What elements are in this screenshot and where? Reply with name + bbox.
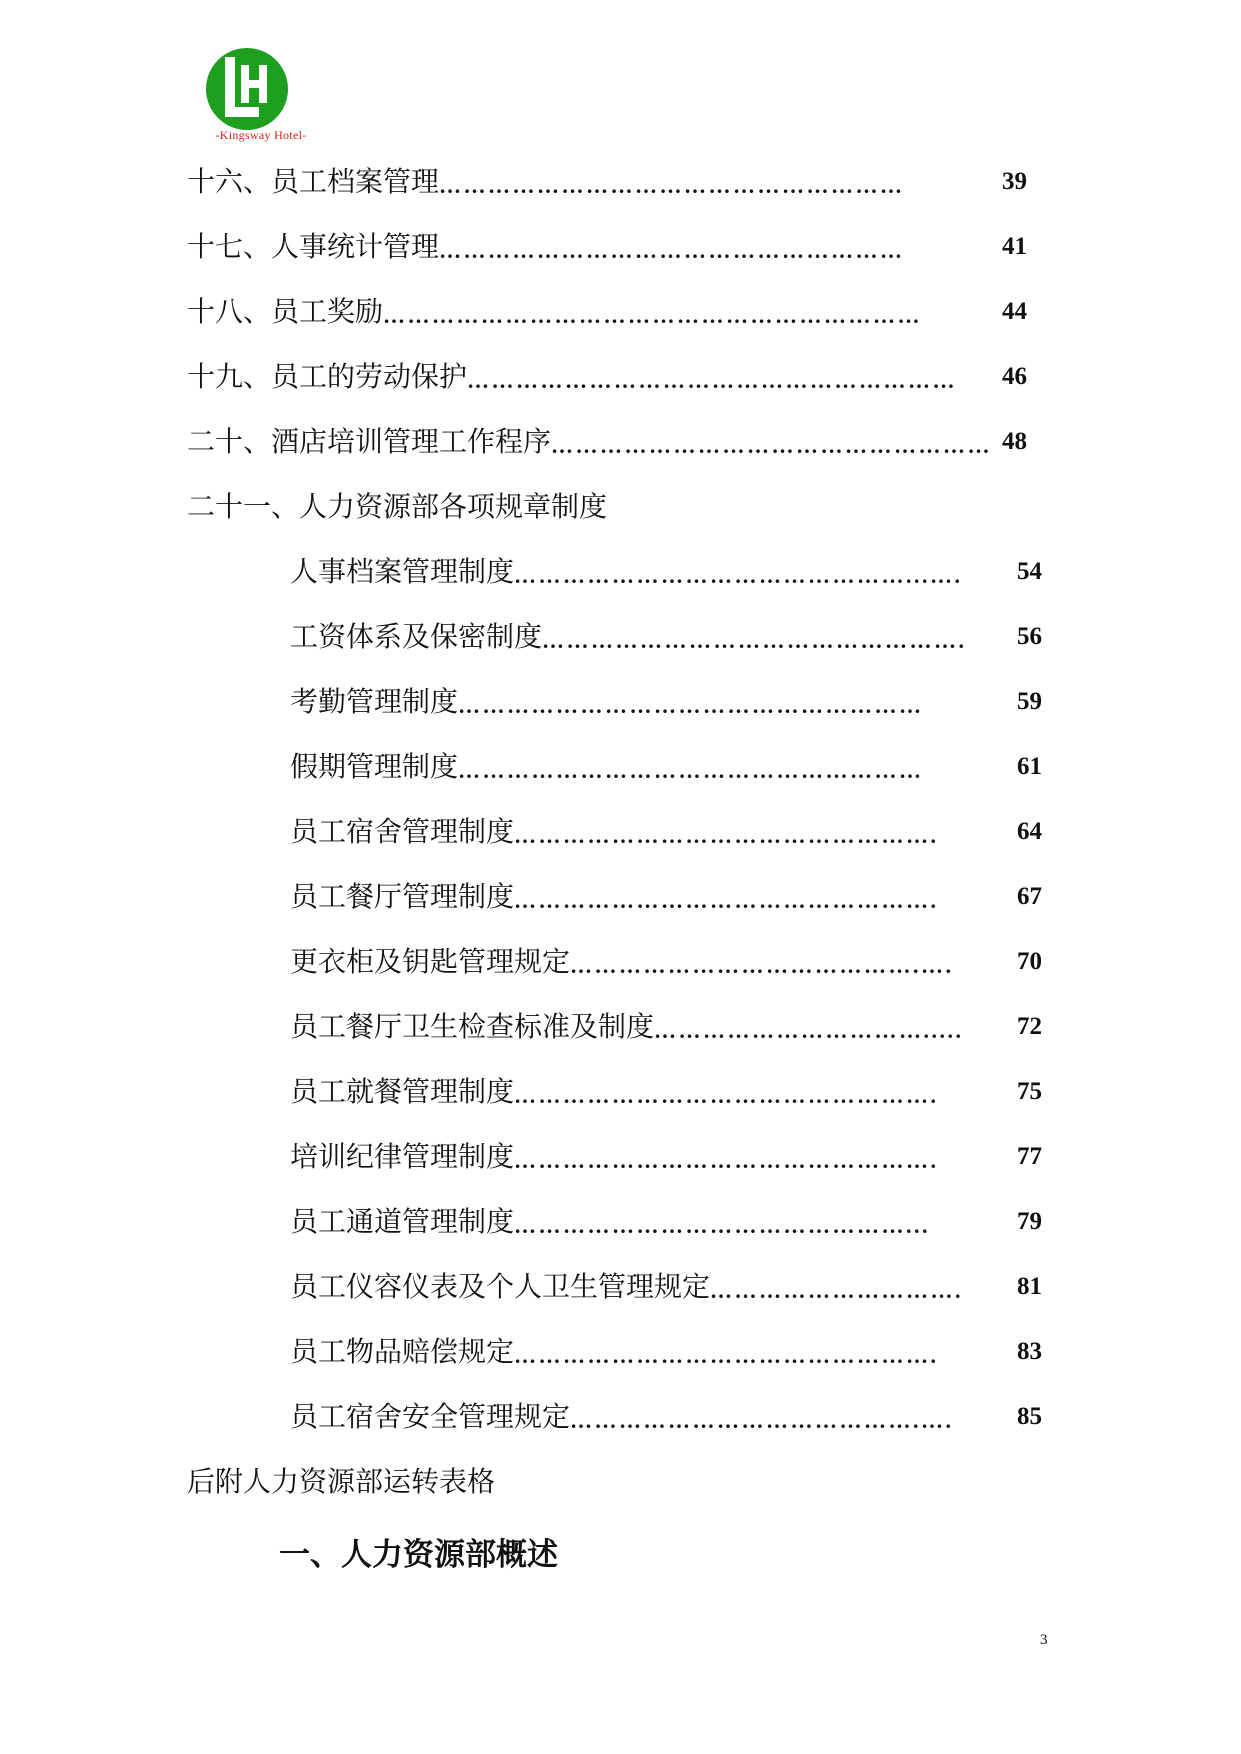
toc-entry-page: 70 [1017, 948, 1042, 975]
toc-entry-label: 十九、员工的劳动保护 [187, 360, 468, 393]
toc-leader: ……………………………………………. [514, 823, 939, 848]
toc-entry-label: 员工餐厅管理制度 [290, 880, 515, 913]
toc-entry-page: 77 [1017, 1143, 1042, 1170]
toc-sub-entry[interactable] [290, 1332, 1042, 1372]
toc-entry-label: 考勤管理制度 [290, 685, 459, 718]
page-number: 3 [1040, 1632, 1048, 1648]
toc-leader: ………………………………………………… [439, 173, 905, 198]
toc-leader: ……………………………………………. [514, 1148, 939, 1173]
toc-sub-entry[interactable] [290, 1007, 1042, 1047]
toc-leader: …………………………………………...…. [514, 563, 963, 588]
toc-entry-label: 员工宿舍管理制度 [290, 815, 515, 848]
toc-leader: …………………………………………………… [467, 368, 958, 393]
toc-entry-page: 44 [1002, 298, 1027, 325]
toc-entry-page: 56 [1017, 623, 1042, 650]
toc-sub-entry[interactable] [290, 1072, 1042, 1112]
toc-entry-page: 59 [1017, 688, 1042, 715]
logo-text: -Kingsway Hotel- [215, 128, 307, 142]
toc-sub-entry[interactable] [290, 617, 1042, 657]
toc-entry-page: 83 [1017, 1338, 1042, 1365]
toc-sub-entry[interactable] [290, 812, 1042, 852]
toc-sub-entry[interactable] [290, 942, 1042, 982]
toc-entry-page: 67 [1017, 883, 1042, 910]
toc-group-heading[interactable]: 二十一、人力资源部各项规章制度 [187, 490, 608, 523]
toc-entry-page: 75 [1017, 1078, 1042, 1105]
toc-leader: ………………………………………………… [439, 238, 905, 263]
toc-leader: …………………………. [710, 1278, 964, 1303]
toc-leader: ……………………………………………. [514, 1343, 939, 1368]
toc-sub-entry[interactable] [290, 1267, 1042, 1307]
toc-entry-label: 十六、员工档案管理 [187, 165, 440, 198]
toc-appendix[interactable]: 后附人力资源部运转表格 [187, 1465, 496, 1498]
toc-entry-label: 员工宿舍安全管理规定 [290, 1400, 571, 1433]
toc-entry[interactable] [187, 357, 1027, 397]
toc-sub-entry[interactable] [290, 1202, 1042, 1242]
toc-entry-page: 48 [1002, 428, 1027, 455]
toc-entry-label: 二十、酒店培训管理工作程序 [187, 425, 552, 458]
toc-entry[interactable] [187, 227, 1027, 267]
toc-leader: …………………………………….…. [570, 953, 954, 978]
toc-leader: ………………………………………………… [458, 758, 924, 783]
toc-entry-label: 员工就餐管理制度 [290, 1075, 515, 1108]
toc-entry-label: 培训纪律管理制度 [290, 1140, 515, 1173]
section-title: 一、人力资源部概述 [279, 1537, 558, 1573]
toc-leader: ……………………………………………. [514, 888, 939, 913]
toc-entry[interactable] [187, 422, 1027, 462]
toc-leader: ………………………………………………………… [383, 303, 923, 328]
toc-entry-label: 员工仪容仪表及个人卫生管理规定 [290, 1270, 711, 1303]
toc-entry-label: 工资体系及保密制度 [290, 620, 543, 653]
toc-entry-page: 85 [1017, 1403, 1042, 1430]
toc-entry-page: 72 [1017, 1013, 1042, 1040]
toc-entry-label: 人事档案管理制度 [290, 555, 515, 588]
toc-entry[interactable] [187, 162, 1027, 202]
toc-entry-label: 员工通道管理制度 [290, 1205, 515, 1238]
toc-entry[interactable] [187, 292, 1027, 332]
toc-leader: ……………………………………………… [551, 433, 993, 458]
toc-entry-label: 十七、人事统计管理 [187, 230, 440, 263]
toc-entry-page: 81 [1017, 1273, 1042, 1300]
toc-entry-label: 员工餐厅卫生检查标准及制度 [290, 1010, 655, 1043]
toc-entry-page: 79 [1017, 1208, 1042, 1235]
toc-leader: ………………………………………………… [458, 693, 924, 718]
toc-sub-entry[interactable] [290, 552, 1042, 592]
toc-entry-page: 39 [1002, 168, 1027, 195]
toc-sub-entry[interactable] [290, 877, 1042, 917]
toc-leader: …………………………………….…. [570, 1408, 954, 1433]
toc-leader: …………………………………………... [514, 1213, 931, 1238]
toc-leader: ……………………………..... [654, 1018, 964, 1043]
toc-entry-page: 46 [1002, 363, 1027, 390]
toc-entry-page: 41 [1002, 233, 1027, 260]
toc-entry-page: 61 [1017, 753, 1042, 780]
toc-entry-label: 十八、员工奖励 [187, 295, 384, 328]
toc-entry-page: 64 [1017, 818, 1042, 845]
toc-entry-label: 假期管理制度 [290, 750, 459, 783]
toc-leader: ……………………………………………. [542, 628, 967, 653]
toc-sub-entry[interactable] [290, 1137, 1042, 1177]
toc-sub-entry[interactable] [290, 682, 1042, 722]
toc-entry-page: 54 [1017, 558, 1042, 585]
toc-entry-label: 更衣柜及钥匙管理规定 [290, 945, 571, 978]
toc-leader: ……………………………………………. [514, 1083, 939, 1108]
toc-sub-entry[interactable] [290, 1397, 1042, 1437]
toc-sub-entry[interactable] [290, 747, 1042, 787]
toc-entry-label: 员工物品赔偿规定 [290, 1335, 515, 1368]
